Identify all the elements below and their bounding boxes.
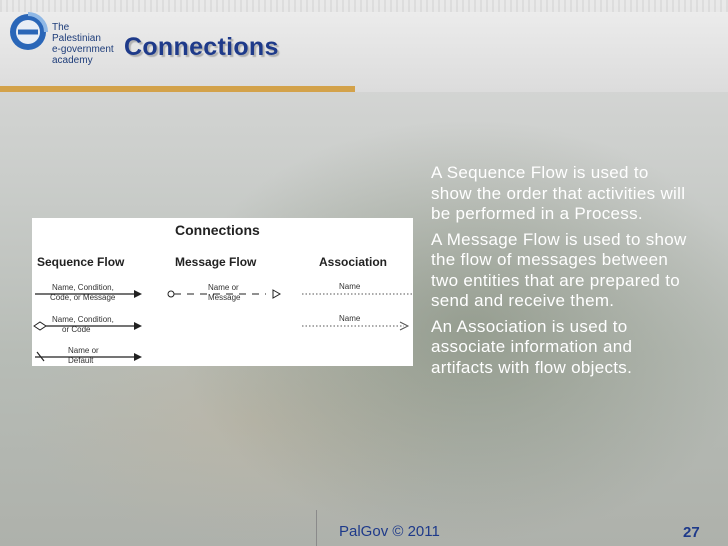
message-arrowhead	[273, 290, 280, 298]
seq-label-2b: or Code	[62, 325, 91, 334]
seq-label-2a: Name, Condition,	[52, 315, 114, 324]
conditional-diamond	[34, 322, 46, 330]
message-start-circle	[168, 291, 174, 297]
column-association: Association	[319, 255, 388, 269]
logo-line-3: academy	[52, 55, 93, 66]
msg-label-a: Name or	[208, 283, 239, 292]
diagram-heading: Connections	[175, 222, 260, 238]
assoc-label-2: Name	[339, 314, 361, 323]
paragraph-sequence-flow: A Sequence Flow is used to show the order that activities will be performed in a Process.	[431, 163, 686, 223]
logo-line-2: e-government	[52, 44, 114, 55]
logo-text	[52, 22, 118, 66]
default-arrowhead	[134, 353, 142, 361]
assoc-label-1: Name	[339, 282, 361, 291]
slide-title: Connections	[124, 33, 279, 61]
footer-copyright: PalGov © 2011	[339, 523, 440, 540]
paragraph-message-flow: A Message Flow is used to show the flow of messages between two entities that are prepared to send and receive them.	[431, 229, 687, 310]
page-number: 27	[683, 524, 700, 541]
seq-label-1b: Code, or Message	[50, 293, 116, 302]
seq-label-1a: Name, Condition,	[52, 283, 114, 292]
header-accent-line	[0, 86, 355, 92]
seq-label-3a: Name or	[68, 346, 99, 355]
connections-diagram	[32, 218, 413, 366]
palgov-logo	[6, 8, 118, 66]
paragraph-association: An Association is used to associate information and artifacts with flow objects.	[431, 316, 633, 377]
body-text	[431, 163, 691, 383]
footer-divider	[316, 510, 317, 546]
column-message-flow: Message Flow	[175, 255, 257, 269]
seq-label-3b: Default	[68, 356, 94, 365]
msg-label-b: Message	[208, 293, 241, 302]
conditional-arrowhead	[134, 322, 142, 330]
column-sequence-flow: Sequence Flow	[37, 255, 125, 269]
logo-line-1: The Palestinian	[52, 22, 101, 44]
sequence-arrowhead	[134, 290, 142, 298]
